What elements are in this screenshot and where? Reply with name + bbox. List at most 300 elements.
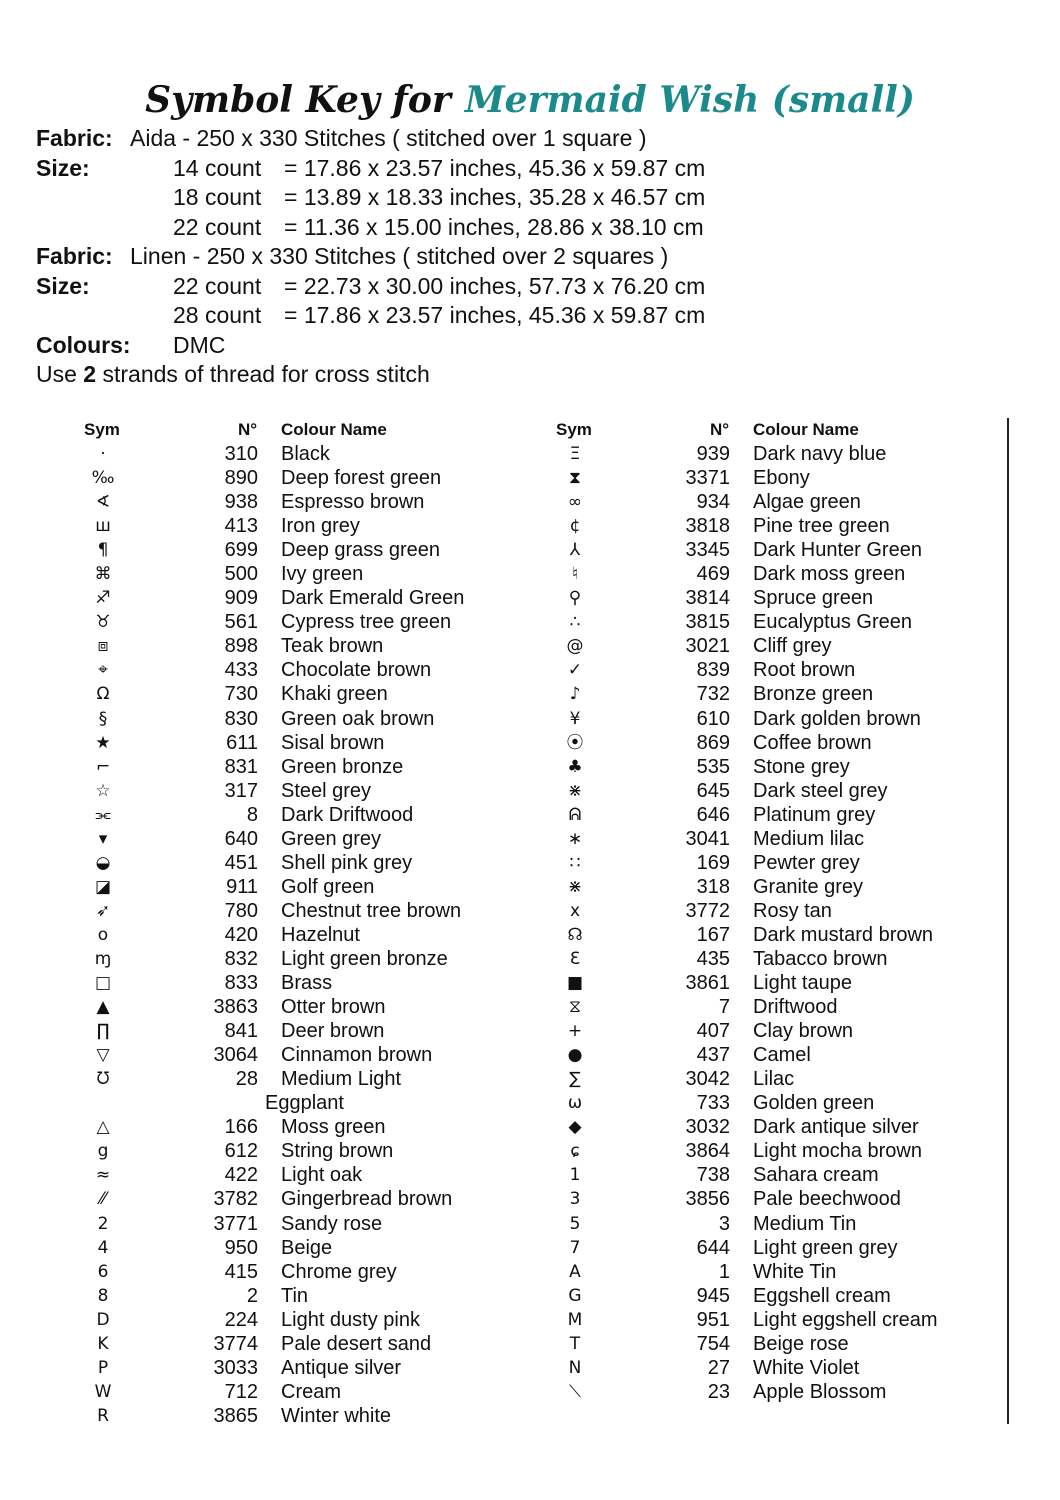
symbol-cell: ⧖	[569, 997, 581, 1018]
symbol-cell: ⟍	[569, 1381, 581, 1402]
dmc-number-cell: 3345	[685, 539, 730, 562]
dmc-number-cell: 646	[696, 803, 730, 826]
dmc-number-cell: 7	[718, 996, 730, 1019]
table-row	[68, 1284, 508, 1308]
colour-name-cell: Cinnamon brown	[281, 1044, 433, 1067]
size-count: 28 count	[173, 302, 262, 328]
dmc-number-cell: 451	[224, 851, 258, 874]
colour-name-cell: Cream	[281, 1380, 342, 1403]
colour-name-cell: Dark antique silver	[753, 1116, 919, 1139]
table-row	[68, 779, 508, 803]
dmc-number-cell: 3032	[685, 1116, 730, 1139]
dmc-number-cell: 561	[224, 611, 258, 634]
table-row	[68, 682, 508, 706]
colour-name-cell: Dark Emerald Green	[281, 587, 465, 610]
colour-name-cell: Ebony	[753, 467, 810, 490]
table-row	[68, 1212, 508, 1236]
symbol-cell: Ξ	[569, 444, 581, 464]
table-row	[540, 851, 980, 875]
symbol-cell: W	[94, 1381, 112, 1402]
dmc-number-cell: 3041	[685, 827, 730, 850]
header-num: N°	[710, 420, 730, 439]
symbol-cell: ♪	[569, 684, 581, 705]
colour-name-cell: Light mocha brown	[753, 1140, 922, 1163]
table-row	[540, 1043, 980, 1067]
page-title	[0, 76, 1060, 124]
symbol-cell: ⅄	[569, 540, 581, 561]
dmc-number-cell: 831	[224, 755, 258, 778]
symbol-cell: ⋇	[567, 876, 583, 897]
symbol-cell: ■	[566, 973, 584, 994]
symbol-cell: ⚲	[568, 588, 582, 609]
table-row	[68, 923, 508, 947]
colour-name-cell: Cliff grey	[753, 635, 832, 658]
colour-name-cell: Dark Driftwood	[281, 803, 414, 826]
symbol-cell: g	[97, 1141, 109, 1162]
symbol-cell: ★	[95, 732, 111, 753]
colours-row	[36, 331, 1036, 361]
dmc-number-cell: 3774	[213, 1332, 258, 1355]
colour-name-cell: Medium Tin	[753, 1212, 857, 1235]
dmc-number-cell: 3021	[685, 635, 730, 658]
table-row	[68, 827, 508, 851]
symbol-cell: ∞	[567, 492, 583, 513]
colour-name-cell: Light dusty pink	[281, 1308, 420, 1331]
colour-name-cell: Black	[281, 443, 330, 465]
dmc-number-cell: 3815	[685, 611, 730, 634]
symbol-cell: 7	[569, 1237, 581, 1258]
fabric-label: Fabric:	[36, 243, 113, 269]
linen-fabric-value: Linen - 250 x 330 Stitches ( stitched over 2 squares )	[130, 243, 669, 269]
symbol-cell: +	[567, 1021, 583, 1042]
table-row	[540, 1284, 980, 1308]
colour-name-cell: Eggshell cream	[753, 1284, 891, 1307]
table-row	[68, 610, 508, 634]
symbol-cell: ∗	[567, 828, 583, 849]
size-dims: = 11.36 x 15.00 inches, 28.86 x 38.10 cm	[284, 213, 704, 240]
colour-name-cell: Pine tree green	[753, 515, 890, 538]
size-label: Size:	[36, 154, 90, 181]
size-dims: = 17.86 x 23.57 inches, 45.36 x 59.87 cm	[284, 302, 706, 328]
colour-name-cell: Otter brown	[281, 996, 386, 1019]
strands-text: Use 2 strands of thread for cross stitch	[36, 361, 430, 387]
dmc-number-cell: 407	[696, 1020, 730, 1043]
colour-name-cell: Shell pink grey	[281, 851, 413, 874]
table-row	[68, 851, 508, 875]
table-header	[68, 418, 508, 442]
colour-name-cell: Iron grey	[281, 515, 360, 538]
table-row	[68, 634, 508, 658]
strands-number: 2	[83, 361, 97, 387]
colours-label: Colours:	[36, 331, 131, 358]
table-row	[68, 514, 508, 538]
size-count: 18 count	[173, 184, 262, 210]
dmc-number-cell: 3771	[213, 1212, 258, 1235]
colour-name-cell: Sandy rose	[281, 1212, 383, 1235]
symbol-cell: P	[97, 1357, 109, 1378]
strands-row	[36, 360, 1036, 390]
colour-name-cell: Cypress tree green	[281, 611, 452, 634]
table-row	[540, 658, 980, 682]
colour-name-cell: Deer brown	[281, 1020, 385, 1043]
header-num: N°	[238, 420, 258, 439]
symbol-cell: ⌘	[94, 564, 112, 585]
colour-name-cell: Chocolate brown	[281, 659, 432, 682]
dmc-number-cell: 738	[696, 1164, 730, 1187]
table-row	[68, 899, 508, 923]
pattern-info	[36, 124, 1036, 390]
size-count: 22 count	[173, 272, 262, 299]
table-row	[68, 947, 508, 971]
table-row	[540, 875, 980, 899]
table-row	[540, 1332, 980, 1356]
symbol-cell: 6	[97, 1261, 109, 1282]
header-name: Colour Name	[281, 420, 387, 439]
aida-size-row	[36, 154, 1036, 184]
symbol-cell: ∏	[96, 1021, 110, 1042]
symbol-cell: ⧈	[97, 636, 109, 657]
colour-name-cell: White Violet	[753, 1356, 860, 1379]
symbol-cell: ✓	[567, 660, 583, 681]
colour-name-cell: Light green bronze	[281, 947, 448, 970]
dmc-number-cell: 841	[224, 1020, 258, 1043]
dmc-number-cell: 3863	[213, 996, 258, 1019]
pattern-name: Mermaid Wish (small)	[464, 79, 915, 121]
colour-name-cell: Apple Blossom	[753, 1380, 887, 1403]
colour-name-cell: Steel grey	[281, 779, 372, 802]
table-row	[68, 1067, 508, 1115]
linen-size-row	[36, 272, 1036, 302]
symbol-cell: ¢	[569, 516, 581, 537]
symbol-cell: ⫘	[95, 804, 111, 825]
dmc-number-cell: 28	[235, 1068, 258, 1091]
colour-name-cell: Root brown	[753, 659, 856, 682]
size-label: Size:	[36, 272, 90, 299]
colour-name-cell: Medium lilac	[753, 827, 865, 850]
table-row	[540, 562, 980, 586]
table-row	[68, 1356, 508, 1380]
dmc-number-cell: 839	[696, 659, 730, 682]
symbol-cell: 1	[569, 1165, 581, 1186]
table-row	[540, 1067, 980, 1091]
symbol-cell: ⦿	[566, 732, 584, 753]
colour-name-cell: Golden green	[753, 1092, 875, 1115]
dmc-number-cell: 535	[696, 755, 730, 778]
table-row	[68, 707, 508, 731]
symbol-cell: ⧗	[569, 468, 581, 489]
dmc-number-cell: 27	[707, 1356, 730, 1379]
colour-name-cell: Winter white	[281, 1404, 392, 1427]
symbol-cell: ▽	[96, 1045, 110, 1066]
dmc-number-cell: 945	[696, 1284, 730, 1307]
symbol-cell: A	[569, 1261, 581, 1282]
symbol-cell: D	[96, 1309, 110, 1330]
size-dims: = 13.89 x 18.33 inches, 35.28 x 46.57 cm	[284, 184, 706, 210]
dmc-number-cell: 420	[224, 923, 258, 946]
colour-name-cell: Light green grey	[753, 1236, 898, 1259]
dmc-number-cell: 832	[224, 947, 258, 970]
right-border-line	[1007, 418, 1009, 1424]
colour-name-cell: String brown	[281, 1140, 394, 1163]
colour-name-cell: Camel	[753, 1044, 811, 1067]
table-row	[540, 466, 980, 490]
table-row	[68, 562, 508, 586]
dmc-number-cell: 167	[696, 923, 730, 946]
dmc-number-cell: 934	[696, 491, 730, 514]
header-name: Colour Name	[753, 420, 859, 439]
table-row	[68, 1115, 508, 1139]
colour-name-cell: Bronze green	[753, 683, 874, 706]
colour-name-cell: Espresso brown	[281, 491, 425, 514]
table-row	[540, 827, 980, 851]
symbol-cell: ▲	[96, 997, 110, 1018]
colour-name-cell: Light oak	[281, 1164, 363, 1187]
table-row	[540, 682, 980, 706]
size-count: 22 count	[173, 213, 262, 240]
dmc-number-cell: 951	[696, 1308, 730, 1331]
symbol-cell: ‰	[91, 468, 115, 489]
symbol-cell: ⌐	[95, 756, 111, 777]
colour-name-cell: Tin	[281, 1284, 309, 1307]
dmc-number-cell: 413	[224, 515, 258, 538]
colour-name-cell: White Tin	[753, 1260, 837, 1283]
header-sym: Sym	[84, 420, 120, 439]
colour-name-cell: Granite grey	[753, 875, 864, 898]
table-row	[540, 1163, 980, 1187]
table-row	[540, 1091, 980, 1115]
dmc-number-cell: 23	[707, 1380, 730, 1403]
size-dims: = 22.73 x 30.00 inches, 57.73 x 76.20 cm	[284, 272, 706, 299]
symbol-cell: ◆	[568, 1117, 582, 1138]
dmc-number-cell: 645	[696, 779, 730, 802]
dmc-number-cell: 938	[224, 491, 258, 514]
dmc-number-cell: 699	[224, 539, 258, 562]
colour-name-cell: Dark Hunter Green	[753, 539, 922, 562]
symbol-cell: Ω	[96, 684, 110, 705]
table-row	[540, 538, 980, 562]
colour-name-cell: Dark golden brown	[753, 707, 921, 730]
dmc-number-cell: 169	[696, 851, 730, 874]
colour-name-cell: Sisal brown	[281, 731, 385, 754]
table-row	[540, 1187, 980, 1211]
symbol-cell: ¶	[97, 540, 109, 561]
dmc-number-cell: 8	[246, 803, 258, 826]
symbol-cell: ☊	[567, 924, 583, 945]
colour-name-cell: Chrome grey	[281, 1260, 397, 1283]
table-row	[540, 923, 980, 947]
dmc-number-cell: 318	[696, 875, 730, 898]
colour-name-cell: Brass	[281, 972, 333, 995]
colour-name-cell: Clay brown	[753, 1020, 854, 1043]
table-row	[540, 586, 980, 610]
aida-size-row	[36, 183, 1036, 213]
header-sym: Sym	[556, 420, 592, 439]
table-row	[540, 610, 980, 634]
dmc-number-cell: 3865	[213, 1404, 258, 1427]
dmc-number-cell: 437	[696, 1044, 730, 1067]
symbol-table-right	[540, 418, 980, 1404]
colour-name-cell: Sahara cream	[753, 1164, 879, 1187]
table-row	[540, 947, 980, 971]
table-row	[68, 1236, 508, 1260]
symbol-cell: ·	[100, 444, 106, 464]
aida-fabric-value: Aida - 250 x 330 Stitches ( stitched over 1 square )	[130, 125, 647, 151]
dmc-number-cell: 3042	[685, 1068, 730, 1091]
symbol-cell: ⁄⁄	[100, 1189, 106, 1210]
colour-name-cell: Moss green	[281, 1116, 386, 1139]
table-row	[68, 538, 508, 562]
symbol-cell: ♣	[567, 756, 583, 777]
dmc-number-cell: 469	[696, 563, 730, 586]
dmc-number-cell: 3772	[685, 899, 730, 922]
dmc-number-cell: 911	[226, 875, 258, 898]
colour-name-cell: Golf green	[281, 875, 375, 898]
colour-name-cell: Deep grass green	[281, 539, 440, 562]
table-row	[68, 755, 508, 779]
colour-name-cell: Light eggshell cream	[753, 1308, 938, 1331]
dmc-number-cell: 732	[696, 683, 730, 706]
symbol-cell: 4	[97, 1237, 109, 1258]
table-row	[540, 1019, 980, 1043]
dmc-number-cell: 3782	[213, 1188, 258, 1211]
table-row	[68, 490, 508, 514]
colour-name-cell: Eucalyptus Green	[753, 611, 912, 634]
colour-name-cell	[265, 1067, 531, 1115]
symbol-cell: ⌖	[98, 660, 108, 681]
dmc-number-cell: 3864	[685, 1140, 730, 1163]
dmc-number-cell: 415	[224, 1260, 258, 1283]
table-row	[540, 490, 980, 514]
symbol-cell: G	[568, 1285, 582, 1306]
symbol-cell: T	[569, 1333, 581, 1354]
table-row	[540, 755, 980, 779]
table-row	[68, 875, 508, 899]
table-row	[68, 1139, 508, 1163]
colours-value: DMC	[173, 331, 226, 358]
colour-name-cell: Driftwood	[753, 996, 838, 1019]
table-row	[540, 1139, 980, 1163]
colour-name-cell: Green grey	[281, 827, 382, 850]
colour-name-cell: Teak brown	[281, 635, 384, 658]
symbol-cell: ◒	[95, 852, 111, 873]
symbol-cell: ш	[95, 516, 111, 537]
dmc-number-cell: 3371	[685, 467, 730, 490]
colour-name-cell: Dark steel grey	[753, 779, 888, 802]
dmc-number-cell: 317	[224, 779, 258, 802]
dmc-number-cell: 2	[246, 1284, 258, 1307]
symbol-cell: ⋇	[567, 780, 583, 801]
symbol-cell: ᕱ	[568, 804, 582, 825]
dmc-number-cell: 890	[224, 467, 258, 490]
dmc-number-cell: 3033	[213, 1356, 258, 1379]
colour-name-cell: Deep forest green	[281, 467, 442, 490]
dmc-number-cell: 433	[224, 659, 258, 682]
table-row	[540, 1380, 980, 1404]
symbol-cell: ɕ	[570, 1141, 580, 1162]
colour-name-cell: Dark navy blue	[753, 443, 887, 465]
table-row	[68, 1163, 508, 1187]
dmc-number-cell: 435	[696, 947, 730, 970]
dmc-number-cell: 612	[224, 1140, 258, 1163]
colour-name-cell: Green oak brown	[281, 707, 435, 730]
aida-fabric-row	[36, 124, 1036, 154]
dmc-number-cell: 730	[224, 683, 258, 706]
dmc-number-cell: 3064	[213, 1044, 258, 1067]
symbol-cell: □	[94, 973, 112, 994]
colour-name-cell: Platinum grey	[753, 803, 876, 826]
table-row	[68, 442, 508, 466]
colour-name-cell: Pale desert sand	[281, 1332, 432, 1355]
table-row	[540, 1308, 980, 1332]
symbol-cell: M	[567, 1309, 583, 1330]
dmc-number-cell: 3861	[685, 972, 730, 995]
table-row	[540, 634, 980, 658]
dmc-number-cell: 310	[224, 443, 258, 465]
colour-name-cell: Antique silver	[281, 1356, 402, 1379]
table-row	[540, 1115, 980, 1139]
symbol-cell: ♉	[95, 612, 111, 633]
symbol-cell: ¥	[569, 708, 581, 729]
colour-name-cell: Beige	[281, 1236, 333, 1259]
symbol-cell: N	[568, 1357, 582, 1378]
table-row	[540, 1356, 980, 1380]
colour-name-cell: Light taupe	[753, 972, 852, 995]
table-row	[540, 971, 980, 995]
dmc-number-cell: 3856	[685, 1188, 730, 1211]
table-row	[68, 1380, 508, 1404]
symbol-cell: ●	[567, 1045, 583, 1066]
dmc-number-cell: 733	[696, 1092, 730, 1115]
colour-name-cell: Pewter grey	[753, 851, 860, 874]
colour-name-cell: Dark moss green	[753, 563, 906, 586]
symbol-cell: ◪	[94, 876, 112, 897]
symbol-cell: ∢	[95, 492, 111, 513]
symbol-cell: ∷	[569, 852, 581, 873]
dmc-number-cell: 909	[224, 587, 258, 610]
dmc-number-cell: 830	[224, 707, 258, 730]
colour-name-cell: Stone grey	[753, 755, 850, 778]
table-row	[540, 1212, 980, 1236]
symbol-cell: §	[98, 708, 108, 729]
size-count: 14 count	[173, 154, 262, 181]
dmc-number-cell: 950	[224, 1236, 258, 1259]
dmc-number-cell: 833	[224, 972, 258, 995]
dmc-number-cell: 3814	[685, 587, 730, 610]
title-prefix: Symbol Key for	[145, 79, 451, 121]
symbol-cell: @	[566, 636, 584, 657]
colour-name-cell: Green bronze	[281, 755, 404, 778]
dmc-number-cell: 422	[224, 1164, 258, 1187]
dmc-number-cell: 500	[224, 563, 258, 586]
colour-name-cell: Chestnut tree brown	[281, 899, 462, 922]
table-row	[540, 995, 980, 1019]
symbol-cell: ☆	[95, 780, 111, 801]
dmc-number-cell: 640	[224, 827, 258, 850]
table-row	[68, 995, 508, 1019]
linen-size-row	[36, 301, 1036, 331]
table-row	[540, 803, 980, 827]
table-row	[68, 466, 508, 490]
table-row	[68, 1332, 508, 1356]
table-row	[68, 1308, 508, 1332]
symbol-cell: R	[97, 1405, 109, 1426]
table-row	[68, 731, 508, 755]
colour-name-cell: Pale beechwood	[753, 1188, 901, 1211]
table-row	[68, 971, 508, 995]
dmc-number-cell: 712	[224, 1380, 258, 1403]
colour-name-cell: Dark mustard brown	[753, 923, 934, 946]
symbol-cell: 8	[97, 1285, 109, 1306]
